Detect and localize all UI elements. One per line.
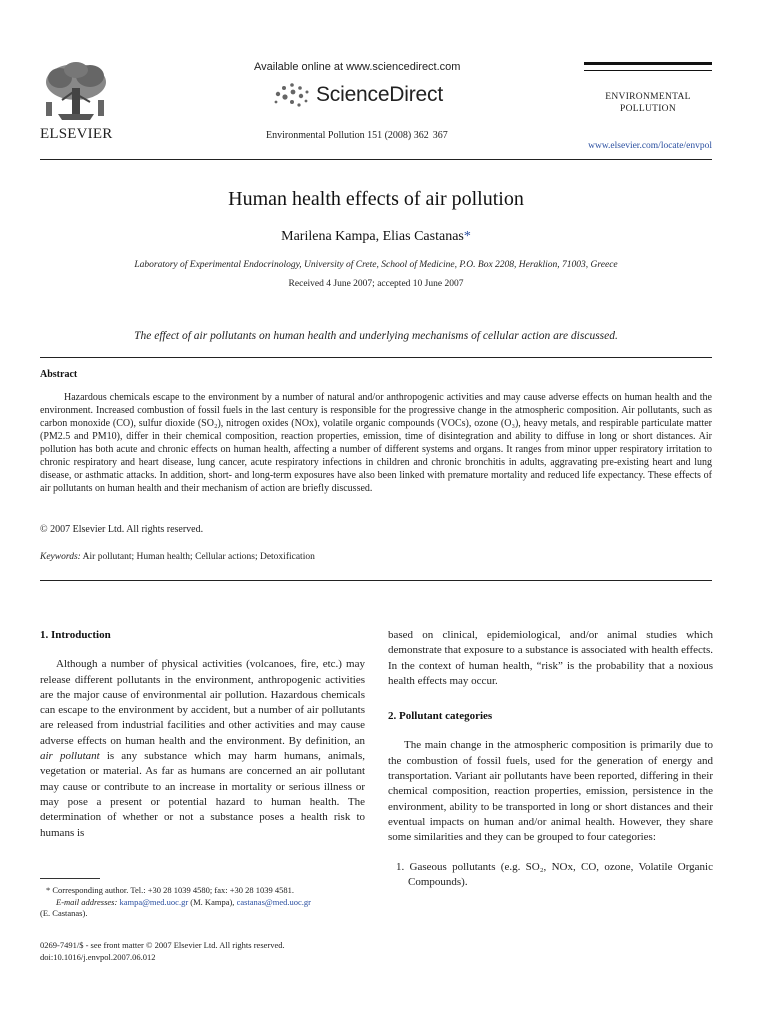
list-item-gaseous-pollutants: 1. Gaseous pollutants (e.g. SO₂, NOx, CO, ozone, Volatile Organic Compounds). <box>396 860 713 888</box>
journal-url-link[interactable]: www.elsevier.com/locate/envpol <box>588 141 712 151</box>
left-column <box>40 628 365 841</box>
author-names: Marilena Kampa, Elias Castanas <box>281 229 464 244</box>
sciencedirect-logo <box>272 80 443 110</box>
header-divider <box>40 159 712 160</box>
abstract-copyright: © 2007 Elsevier Ltd. All rights reserved. <box>40 524 204 535</box>
front-matter-line: 0269-7491/$ - see front matter © 2007 Elsevier Ltd. All rights reserved. <box>40 940 285 950</box>
right-column <box>388 628 713 890</box>
abstract-text: Hazardous chemicals escape to the environment by a number of natural and/or anthropogenic activities and may cause adverse effects on human health and the environment. Increased combustion of fossil fuels in the last century is responsible for the progressive change in the atmospheric composition. Air pollutants, such as carbon monoxide (CO), sulfur dioxide (SO₂), nitrogen oxides (NOx), volatile organic compounds (VOCs), ozone (O₃), heavy metals, and respirable particulate matter (PM2.5 and PM10), differ in their chemical composition, reaction properties, emission, time of disintegration and ability to diffuse in long or short distances. Air pollution has both acute and chronic effects on human health, affecting a number of different systems and organs. It ranges from minor upper respiratory irritation to chronic respiratory and heart disease, lung cancer, acute respiratory infections in children and chronic bronchitis in adults, aggravating pre-existing heart and lung disease, or asthmatic attacks. In addition, short- and long-term exposures have also been linked with premature mortality and reduced life expectancy. These effects of air pollutants on human health and their mechanism of action are briefly discussed. <box>40 392 712 494</box>
article-title: Human health effects of air pollution <box>228 188 524 210</box>
article-authors <box>40 229 712 245</box>
section-heading-pollutant-categories: 2. Pollutant categories <box>388 710 493 723</box>
section-heading-introduction: 1. Introduction <box>40 629 111 641</box>
corresponding-author-note: * Corresponding author. Tel.: +30 28 1039 4580; fax: +30 28 1039 4581. <box>46 885 294 895</box>
corresponding-author-mark[interactable]: * <box>463 229 471 244</box>
journal-name <box>584 91 712 115</box>
email-name-kampa: (M. Kampa), <box>190 896 235 907</box>
keywords <box>40 552 315 562</box>
pollutant-categories-paragraph: The main change in the atmospheric composition is primarily due to the combustion of fossil fuels, used for the generation of energy and transportation. Variant air pollutants have been reported, differing in their chemical composition, reaction properties, emission, persistence in the environment, ability to be transported in long or short distances and their eventual impacts on human and/or animal health. However, they share some similarities and they can be grouped to four categories: <box>388 739 713 844</box>
email-link-castanas[interactable]: castanas@med.uoc.gr <box>236 896 311 907</box>
received-dates: Received 4 June 2007; accepted 10 June 2007 <box>288 279 464 289</box>
right-continued-paragraph: based on clinical, epidemiological, and/or animal studies which demonstrate that exposure to a substance is associated with health effects. In the context of human health, “risk” is the probability that a noxious health effects may occur. <box>388 629 713 687</box>
intro-text-part1: Although a number of physical activities (volcanoes, fire, etc.) may release different pollutants in the environment, anthropogenic activities are the major cause of environmental air pollution. Hazardous chemicals can escape to the environment by accident, but a number of air pollutants are released from industrial facilities and other activities and may cause adverse effects on human health and the environment. By definition, an <box>40 658 365 747</box>
keywords-list: Air pollutant; Human health; Cellular actions; Detoxification <box>82 552 315 562</box>
available-online: Available online at www.sciencedirect.com <box>254 61 461 73</box>
publisher-name: ELSEVIER <box>40 126 113 142</box>
author-affiliation: Laboratory of Experimental Endocrinology, University of Crete, School of Medicine, P.O. Box 2208, Heraklion, 71003, Greece <box>134 260 618 270</box>
sciencedirect-wordmark: ScienceDirect <box>316 83 443 106</box>
sciencedirect-dots-icon <box>272 80 312 110</box>
doi-line[interactable]: doi:10.1016/j.envpol.2007.06.012 <box>40 951 156 962</box>
abstract-divider <box>40 580 712 581</box>
journal-citation: Environmental Pollution 151 (2008) 362 367 <box>266 130 448 141</box>
email-line <box>40 897 370 909</box>
journal-name-line2: POLLUTION <box>620 104 676 114</box>
journal-name-line1: ENVIRONMENTAL <box>605 92 691 102</box>
email-link-kampa[interactable]: kampa@med.uoc.gr <box>119 896 189 907</box>
journal-rule-thin <box>584 70 712 71</box>
footnote-corresponding <box>40 885 370 920</box>
front-matter <box>40 940 370 963</box>
intro-text-part2: is any substance which may harm humans, animals, vegetation or material. As far as humans are concerned an air pollutant may cause or contribute to an increase in mortality or serious illness or may pose a present or potential hazard to human health. The determination of whether or not a substance poses a health risk to humans is <box>40 750 366 839</box>
elsevier-logo <box>40 60 118 142</box>
abstract-heading: Abstract <box>40 369 78 380</box>
elsevier-tree-icon <box>40 60 112 124</box>
journal-rule-thick <box>584 62 712 65</box>
summary-divider <box>40 357 712 358</box>
footnote-rule <box>40 878 100 879</box>
keywords-label: Keywords: <box>40 552 81 562</box>
email-label: E-mail addresses: <box>56 896 118 907</box>
intro-term-air-pollutant: air pollutant <box>40 750 100 763</box>
article-summary: The effect of air pollutants on human health and underlying mechanisms of cellular action are discussed. <box>134 330 618 342</box>
email-name-castanas: (E. Castanas). <box>40 908 88 918</box>
introduction-paragraph <box>40 657 365 841</box>
